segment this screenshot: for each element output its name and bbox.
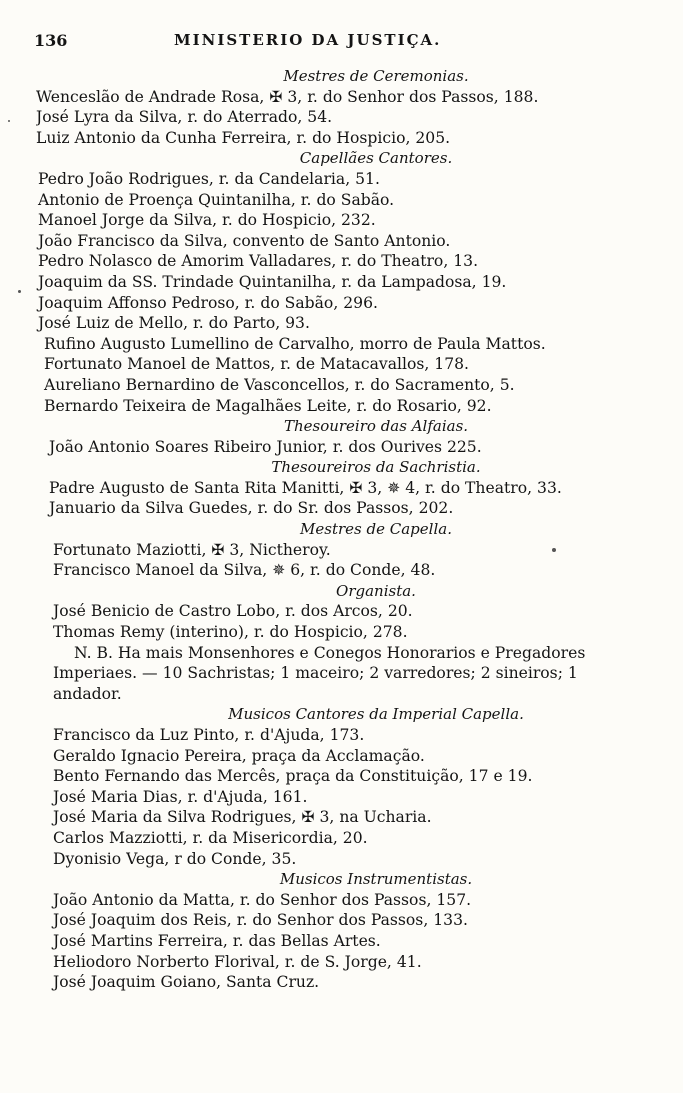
list-item: Carlos Mazziotti, r. da Misericordia, 20. [53, 828, 368, 847]
list-item: Januario da Silva Guedes, r. do Sr. dos Passos, 202. [49, 499, 454, 518]
list-item: José Maria da Silva Rodrigues, ✠ 3, na Ucharia. [53, 808, 432, 827]
list-item: José Joaquim Goiano, Santa Cruz. [53, 973, 320, 992]
list-item: Joaquim da SS. Trindade Quintanilha, r. da Lampadosa, 19. [38, 272, 507, 291]
scan-speck [18, 290, 21, 293]
note-line: Imperiaes. — 10 Sachristas; 1 maceiro; 2 varredores; 2 sineiros; 1 [53, 664, 578, 683]
list-item: Rufino Augusto Lumellino de Carvalho, morro de Paula Mattos. [44, 334, 546, 353]
section-title: Musicos Cantores da Imperial Capella. [228, 705, 524, 724]
list-item: José Martins Ferreira, r. das Bellas Artes. [53, 931, 381, 950]
list-item: Francisco Manoel da Silva, ✵ 6, r. do Conde, 48. [53, 561, 436, 580]
list-item: Fortunato Maziotti, ✠ 3, Nictheroy. [53, 540, 331, 559]
list-item: João Antonio da Matta, r. do Senhor dos Passos, 157. [53, 890, 472, 909]
list-item: Pedro Nolasco de Amorim Valladares, r. do Theatro, 13. [38, 252, 479, 271]
list-item: Dyonisio Vega, r do Conde, 35. [53, 849, 297, 868]
section-title: Mestres de Capella. [300, 520, 452, 539]
page-body [36, 66, 656, 993]
section-title: Mestres de Ceremonias. [283, 67, 469, 85]
list-item: Bento Fernando das Mercês, praça da Constituição, 17 e 19. [53, 767, 533, 786]
section-title: Organista. [336, 581, 416, 600]
list-item: Antonio de Proença Quintanilha, r. do Sabão. [38, 190, 395, 209]
list-item: João Francisco da Silva, convento de Santo Antonio. [38, 231, 451, 250]
list-item: Heliodoro Norberto Florival, r. de S. Jorge, 41. [53, 952, 422, 971]
note-line: andador. [53, 684, 122, 703]
section-title: Thesoureiro das Alfaias. [283, 417, 469, 436]
list-item: Joaquim Affonso Pedroso, r. do Sabão, 296. [38, 293, 378, 312]
list-item: Manoel Jorge da Silva, r. do Hospicio, 232. [38, 211, 376, 230]
list-item: Padre Augusto de Santa Rita Manitti, ✠ 3, ✵ 4, r. do Theatro, 33. [49, 478, 562, 497]
list-item: João Antonio Soares Ribeiro Junior, r. dos Ourives 225. [49, 437, 482, 456]
list-item: José Maria Dias, r. d'Ajuda, 161. [53, 787, 308, 806]
list-item: Bernardo Teixeira de Magalhães Leite, r. do Rosario, 92. [44, 396, 492, 415]
list-item: José Joaquim dos Reis, r. do Senhor dos Passos, 133. [53, 911, 468, 930]
list-item: Geraldo Ignacio Pereira, praça da Acclamação. [53, 746, 425, 765]
list-item: Thomas Remy (interino), r. do Hospicio, 278. [53, 623, 408, 642]
list-item: José Lyra da Silva, r. do Aterrado, 54. [36, 108, 333, 127]
page-header [34, 31, 654, 55]
list-item: Wenceslão de Andrade Rosa, ✠ 3, r. do Senhor dos Passos, 188. [36, 87, 539, 106]
scan-speck [8, 120, 10, 122]
section-title: Capellães Cantores. [299, 149, 453, 168]
running-title: MINISTERIO DA JUSTIÇA. [174, 31, 442, 49]
scan-speck [552, 548, 556, 552]
section-title: Thesoureiros da Sachristia. [271, 458, 481, 477]
list-item: José Luiz de Mello, r. do Parto, 93. [38, 314, 310, 333]
list-item: Francisco da Luz Pinto, r. d'Ajuda, 173. [53, 726, 365, 744]
list-item: Fortunato Manoel de Mattos, r. de Matacavallos, 178. [44, 355, 469, 374]
section-title: Musicos Instrumentistas. [279, 870, 473, 889]
page-number: 136 [34, 31, 68, 50]
list-item: José Benicio de Castro Lobo, r. dos Arcos, 20. [53, 602, 413, 621]
list-item: Pedro João Rodrigues, r. da Candelaria, 51. [38, 169, 380, 188]
list-item: Luiz Antonio da Cunha Ferreira, r. do Hospicio, 205. [36, 128, 451, 147]
note-line: N. B. Ha mais Monsenhores e Conegos Honorarios e Pregadores [74, 643, 586, 662]
list-item: Aureliano Bernardino de Vasconcellos, r. do Sacramento, 5. [44, 375, 515, 394]
